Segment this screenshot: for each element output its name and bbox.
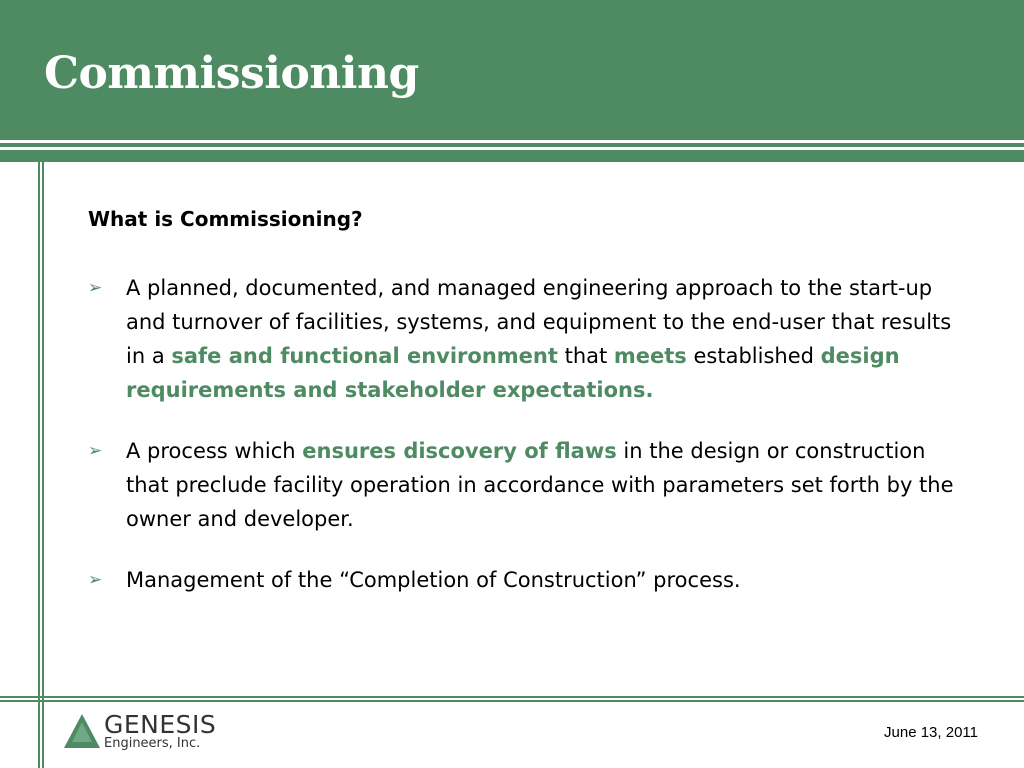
bullet-item [88, 563, 968, 597]
logo-company-name: GENESIS [104, 710, 217, 739]
left-margin-line [38, 162, 40, 768]
arrowhead-bullet-icon: ➢ [88, 570, 103, 590]
bullet-list [88, 271, 968, 597]
slide-title: Commissioning [44, 48, 419, 99]
company-logo [62, 712, 232, 756]
bullet-text: in the design or construction that preclude facility operation in accordance with parameters set forth by the owner and developer. [126, 439, 954, 531]
arrowhead-bullet-icon: ➢ [88, 278, 103, 298]
slide-body [88, 205, 968, 624]
highlighted-text: design requirements and stakeholder expectations. [126, 344, 900, 402]
header-divider-thin [0, 143, 1024, 147]
section-heading: What is Commissioning? [88, 207, 363, 231]
header-divider-thick [0, 150, 1024, 162]
footer-date: June 13, 2011 [884, 724, 978, 741]
bullet-item [88, 434, 968, 536]
genesis-triangle-logo-icon [62, 712, 106, 752]
bullet-item [88, 271, 968, 407]
logo-company-subtitle: Engineers, Inc. [104, 736, 201, 751]
bullet-text: A planned, documented, and managed engineering approach to the start-up and turnover of facilities, systems, and equipment to the end-user that results in a [126, 276, 952, 368]
highlighted-text: ensures discovery of flaws [302, 439, 617, 463]
bullet-text: established [686, 344, 821, 368]
highlighted-text: meets [613, 344, 687, 368]
bullet-text: Management of the “Completion of Construction” process. [126, 568, 741, 592]
footer-divider [0, 696, 1024, 698]
bullet-text: A process which [126, 439, 303, 463]
arrowhead-bullet-icon: ➢ [88, 441, 103, 461]
footer-divider [0, 700, 1024, 702]
left-margin-line [42, 162, 44, 768]
highlighted-text: safe and functional environment [171, 344, 558, 368]
bullet-text: that [557, 344, 614, 368]
